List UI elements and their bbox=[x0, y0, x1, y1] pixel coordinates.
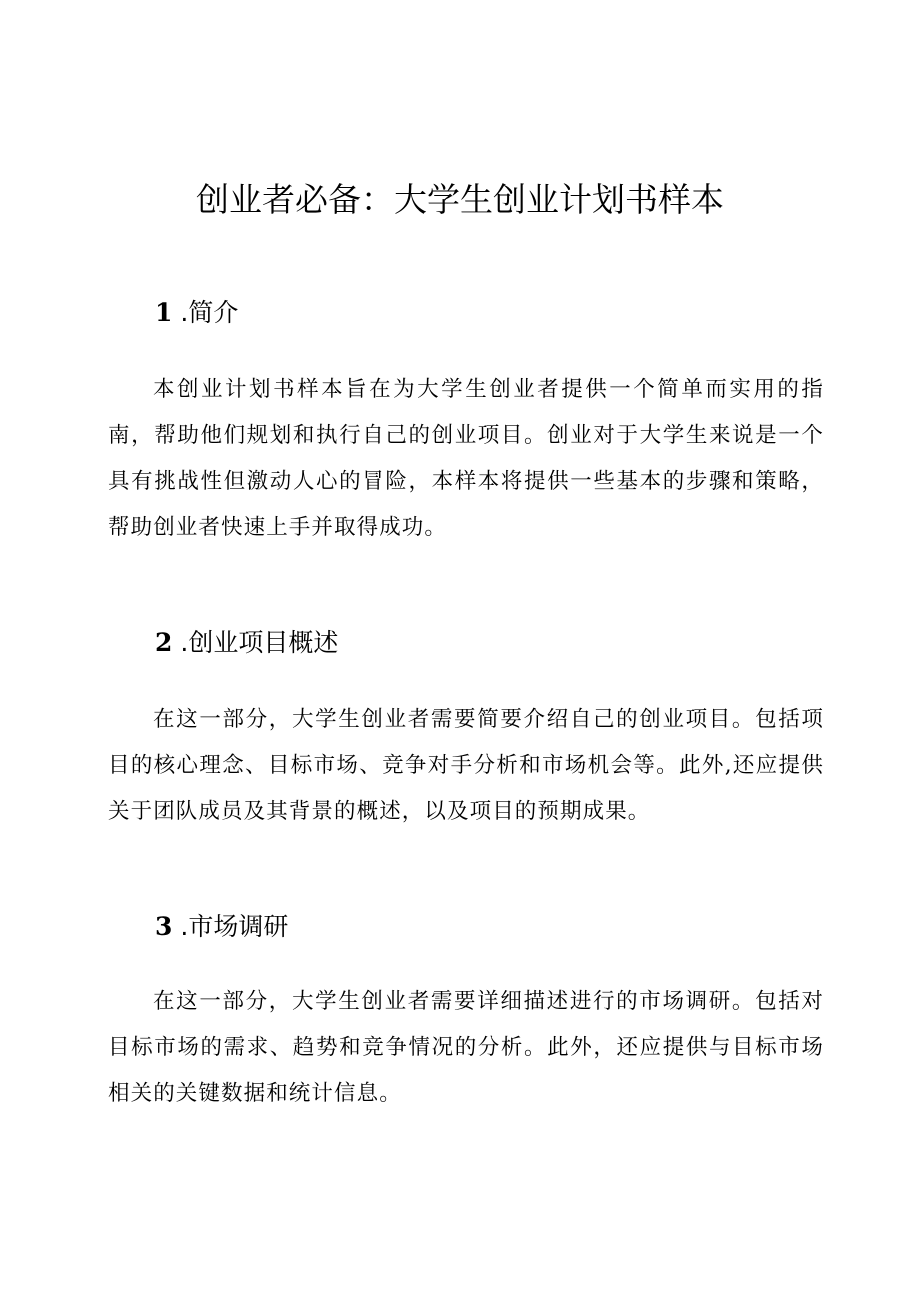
section-number: 1 bbox=[155, 298, 173, 327]
section-heading-text: .简介 bbox=[180, 298, 239, 327]
section-paragraph-intro: 本创业计划书样本旨在为大学生创业者提供一个简单而实用的指南，帮助他们规划和执行自己的创业项目。创业对于大学生来说是一个具有挑战性但激动人心的冒险，本样本将提供一些基本的步骤和策略，帮助创业者快速上手并取得成功。 bbox=[108, 377, 824, 540]
section-heading-market-research bbox=[155, 910, 288, 944]
section-paragraph-project-overview: 在这一部分，大学生创业者需要简要介绍自己的创业项目。包括项目的核心理念、目标市场、竞争对手分析和市场机会等。此外,还应提供关于团队成员及其背景的概述，以及项目的预期成果。 bbox=[108, 707, 824, 824]
section-heading-project-overview bbox=[155, 626, 338, 660]
section-number: 2 bbox=[155, 628, 173, 657]
section-heading-text: .市场调研 bbox=[180, 912, 289, 941]
section-number: 3 bbox=[155, 912, 173, 941]
document-title: 创业者必备：大学生创业计划书样本 bbox=[196, 180, 724, 219]
section-heading-text: .创业项目概述 bbox=[180, 628, 339, 657]
section-heading-intro bbox=[155, 296, 238, 330]
section-paragraph-market-research: 在这一部分，大学生创业者需要详细描述进行的市场调研。包括对目标市场的需求、趋势和竞争情况的分析。此外，还应提供与目标市场相关的关键数据和统计信息。 bbox=[108, 989, 824, 1106]
